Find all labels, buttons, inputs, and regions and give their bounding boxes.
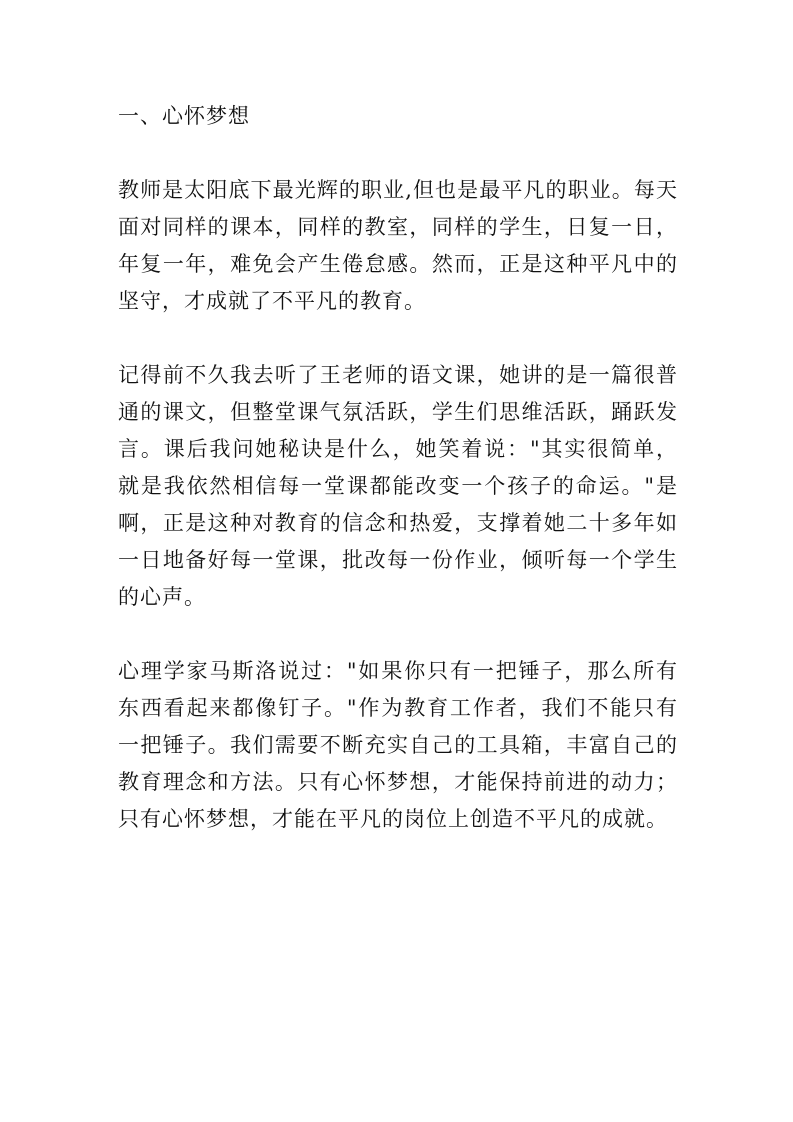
document-body xyxy=(118,98,678,838)
paragraph-2: 记得前不久我去听了王老师的语文课，她讲的是一篇很普通的课文，但整堂课气氛活跃，学生们思维活跃，踊跃发言。课后我问她秘诀是什么，她笑着说："其实很简单，就是我依然相信每一堂课都能改变一个孩子的命运。"是啊，正是这种对教育的信念和热爱，支撑着她二十多年如一日地备好每一堂课，批改每一份作业，倾听每一个学生的心声。 xyxy=(118,363,678,609)
paragraph-1: 教师是太阳底下最光辉的职业,但也是最平凡的职业。每天面对同样的课本，同样的教室，同样的学生，日复一日，年复一年，难免会产生倦怠感。然而，正是这种平凡中的坚守，才成就了不平凡的教育。 xyxy=(118,178,678,313)
paragraph-3: 心理学家马斯洛说过："如果你只有一把锤子，那么所有东西看起来都像钉子。"作为教育工作者，我们不能只有一把锤子。我们需要不断充实自己的工具箱，丰富自己的教育理念和方法。只有心怀梦想，才能保持前进的动力；只有心怀梦想，才能在平凡的岗位上创造不平凡的成就。 xyxy=(118,659,678,831)
section-heading: 一、心怀梦想 xyxy=(118,104,250,128)
